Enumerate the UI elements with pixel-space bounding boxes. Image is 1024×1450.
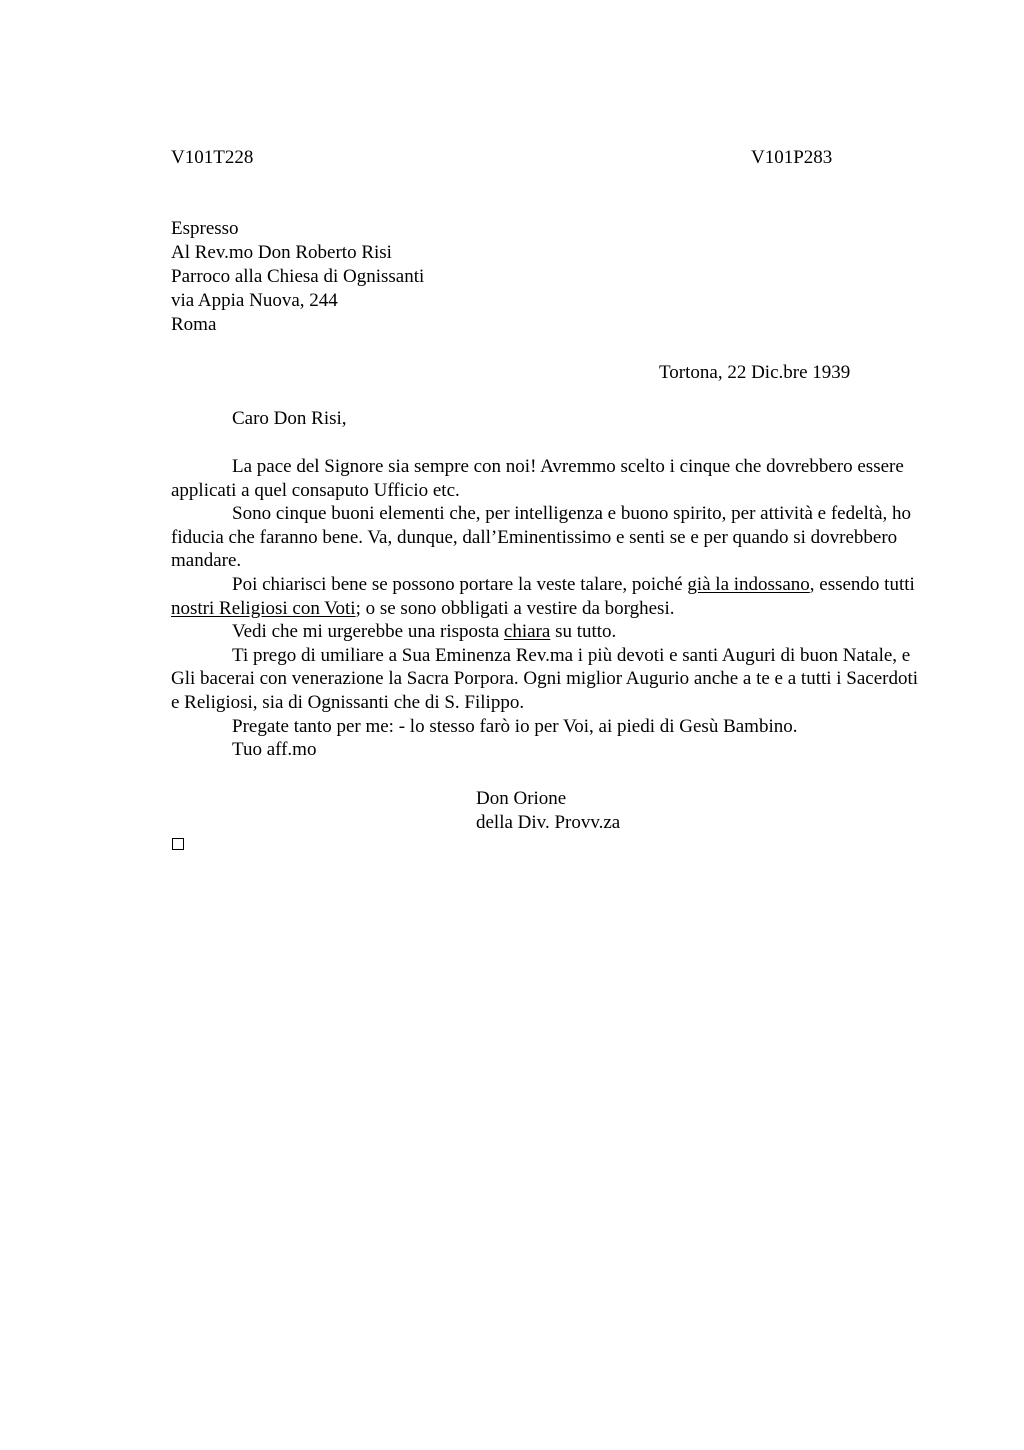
closing: Tuo aff.mo: [232, 739, 317, 761]
paragraph-3-text-c: ; o se sono obbligati a vestire da borghesi.: [355, 597, 675, 619]
address-line: via Appia Nuova, 244: [171, 290, 338, 311]
letter-body: [171, 455, 931, 762]
signature-name: Don Orione: [476, 788, 567, 809]
underlined-phrase: nostri Religiosi con Voti: [171, 597, 356, 619]
recipient-address: [171, 217, 424, 337]
salutation: Caro Don Risi,: [232, 408, 347, 429]
signature-title: della Div. Provv.za: [476, 812, 621, 833]
address-line: Espresso: [171, 218, 239, 239]
document-code-right: V101P283: [751, 147, 833, 168]
paragraph-2: Sono cinque buoni elementi che, per intelligenza e buono spirito, per attività e fedeltà, ho fiducia che faranno bene. Va, dunque, dall’Eminentissimo e senti se e per quando si dovrebbero mandare.: [171, 503, 912, 572]
letter-date: Tortona, 22 Dic.bre 1939: [659, 362, 851, 383]
paragraph-4: [171, 620, 931, 644]
paragraph-3-text-b: , essendo tutti: [809, 573, 915, 595]
address-line: Roma: [171, 314, 217, 335]
paragraph-1: La pace del Signore sia sempre con noi! Avremmo scelto i cinque che dovrebbero essere applicati a quel consaputo Ufficio etc.: [171, 456, 904, 501]
paragraph-3: [171, 573, 931, 620]
paragraph-5: Ti prego di umiliare a Sua Eminenza Rev.ma i più devoti e santi Auguri di buon Natale, e Gli bacerai con venerazione la Sacra Porpora. Ogni miglior Augurio anche a te e a tutti i Sacerdoti e Religiosi, sia di Ognissanti che di S. Filippo.: [171, 644, 919, 713]
paragraph-4-text-a: Vedi che mi urgerebbe una risposta: [232, 621, 504, 643]
paragraph-4-text-b: su tutto.: [550, 621, 617, 643]
underlined-phrase: già la indossano: [687, 573, 810, 595]
address-line: Parroco alla Chiesa di Ognissanti: [171, 266, 425, 287]
signature-block: [476, 787, 620, 835]
address-line: Al Rev.mo Don Roberto Risi: [171, 242, 392, 263]
paragraph-6: Pregate tanto per me: - lo stesso farò io per Voi, ai piedi di Gesù Bambino.: [232, 715, 798, 737]
underlined-phrase: chiara: [503, 621, 551, 643]
paragraph-3-text-a: Poi chiarisci bene se possono portare la veste talare, poiché: [232, 573, 688, 595]
document-code-left: V101T228: [171, 147, 254, 168]
empty-box-glyph: [172, 838, 184, 850]
